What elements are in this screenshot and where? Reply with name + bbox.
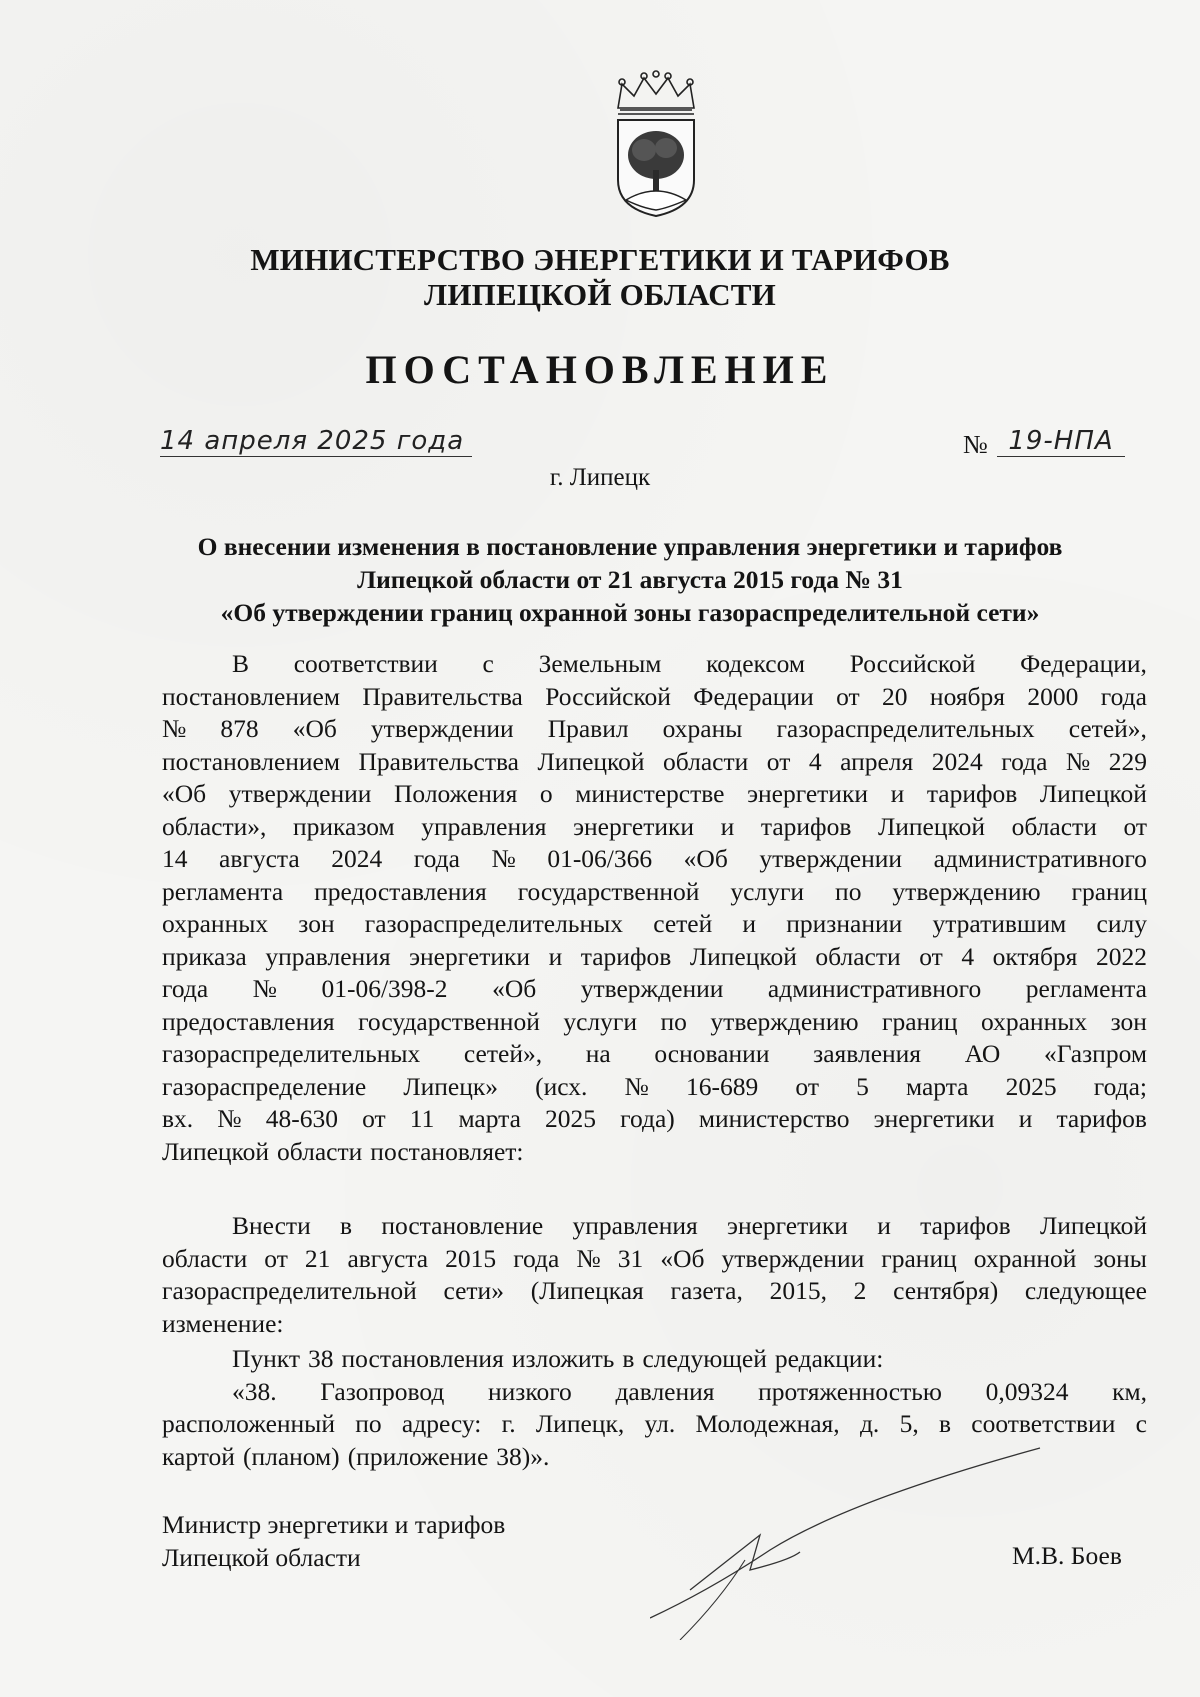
paragraph-line: области», приказом управления энергетики и тарифов Липецкой области от	[162, 811, 1147, 841]
paragraph-line: постановлением Правительства Российской Федерации от 20 ноября 2000 года	[162, 681, 1147, 711]
lipetsk-coat-of-arms-icon	[608, 70, 704, 220]
subject-line: О внесении изменения в постановление управления энергетики и тарифов	[197, 532, 1063, 561]
handwritten-number: 19-НПА	[997, 426, 1125, 457]
paragraph-line: области от 21 августа 2015 года № 31 «Об утверждении границ охранной зоны	[162, 1243, 1147, 1273]
paragraph-amendment	[162, 1210, 1147, 1340]
paragraph-line: газораспределительной сети» (Липецкая газета, 2015, 2 сентября) следующее	[162, 1276, 1147, 1305]
paragraph-legal-basis	[162, 648, 1147, 1168]
document-type-title: ПОСТАНОВЛЕНИЕ	[365, 347, 835, 392]
handwritten-signature	[650, 1440, 1070, 1640]
paragraph-line: «38. Газопровод низкого давления протяженностью 0,09324 км,	[232, 1376, 1147, 1406]
signatory-position	[162, 1508, 505, 1574]
paragraph-line: постановлением Правительства Липецкой области от 4 апреля 2024 года № 229	[162, 746, 1147, 776]
signatory-position-line1: Министр энергетики и тарифов	[162, 1510, 506, 1539]
paragraph-line: года № 01-06/398-2 «Об утверждении административного регламента	[162, 974, 1147, 1003]
ministry-name-line2: ЛИПЕЦКОЙ ОБЛАСТИ	[424, 277, 776, 312]
number-label: №	[963, 430, 988, 459]
paragraph-line: картой (планом) (приложение 38)».	[162, 1441, 550, 1471]
paragraph-line: Пункт 38 постановления изложить в следующей редакции:	[232, 1344, 884, 1373]
paragraph-line: расположенный по адресу: г. Липецк, ул. Молодежная, д. 5, в соответствии с	[162, 1409, 1147, 1438]
subject-line: Липецкой области от 21 августа 2015 года № 31	[357, 565, 903, 594]
paragraph-line: № 878 «Об утверждении Правил охраны газораспределительных сетей»,	[162, 714, 1147, 743]
paragraph-line: регламента предоставления государственной услуги по утверждению границ	[162, 876, 1147, 906]
paragraph-line: приказа управления энергетики и тарифов Липецкой области от 4 октября 2022	[162, 941, 1147, 971]
subject-line: «Об утверждении границ охранной зоны газораспределительной сети»	[220, 598, 1040, 627]
paragraph-line: вх. № 48-630 от 11 марта 2025 года) министерство энергетики и тарифов	[162, 1104, 1147, 1133]
paragraph-line: газораспределительных сетей», на основании заявления АО «Газпром	[162, 1039, 1147, 1068]
signatory-position-line2: Липецкой области	[162, 1543, 361, 1572]
handwritten-date: 14 апреля 2025 года	[160, 426, 472, 457]
paragraph-line: В соответствии с Земельным кодексом Российской Федерации,	[232, 649, 1147, 678]
paragraph-line: Липецкой области постановляет:	[162, 1136, 524, 1166]
paragraph-line: 14 августа 2024 года № 01-06/366 «Об утверждении административного	[162, 844, 1147, 873]
paragraph-line: охранных зон газораспределительных сетей и признании утратившим силу	[162, 909, 1147, 938]
document-subject	[150, 530, 1110, 629]
paragraph-line: Внести в постановление управления энергетики и тарифов Липецкой	[232, 1211, 1147, 1240]
ministry-name	[0, 242, 1200, 312]
ministry-name-line1: МИНИСТЕРСТВО ЭНЕРГЕТИКИ И ТАРИФОВ	[250, 242, 950, 277]
signatory-name: М.В. Боев	[1012, 1541, 1122, 1570]
paragraph-line: предоставления государственной услуги по утверждению границ охранных зон	[162, 1006, 1147, 1036]
city-label: г. Липецк	[549, 464, 651, 491]
paragraph-line: газораспределение Липецк» (исх. № 16-689 от 5 марта 2025 года;	[162, 1071, 1147, 1101]
paragraph-line: изменение:	[162, 1308, 284, 1338]
paragraph-line: «Об утверждении Положения о министерстве энергетики и тарифов Липецкой	[162, 779, 1147, 808]
